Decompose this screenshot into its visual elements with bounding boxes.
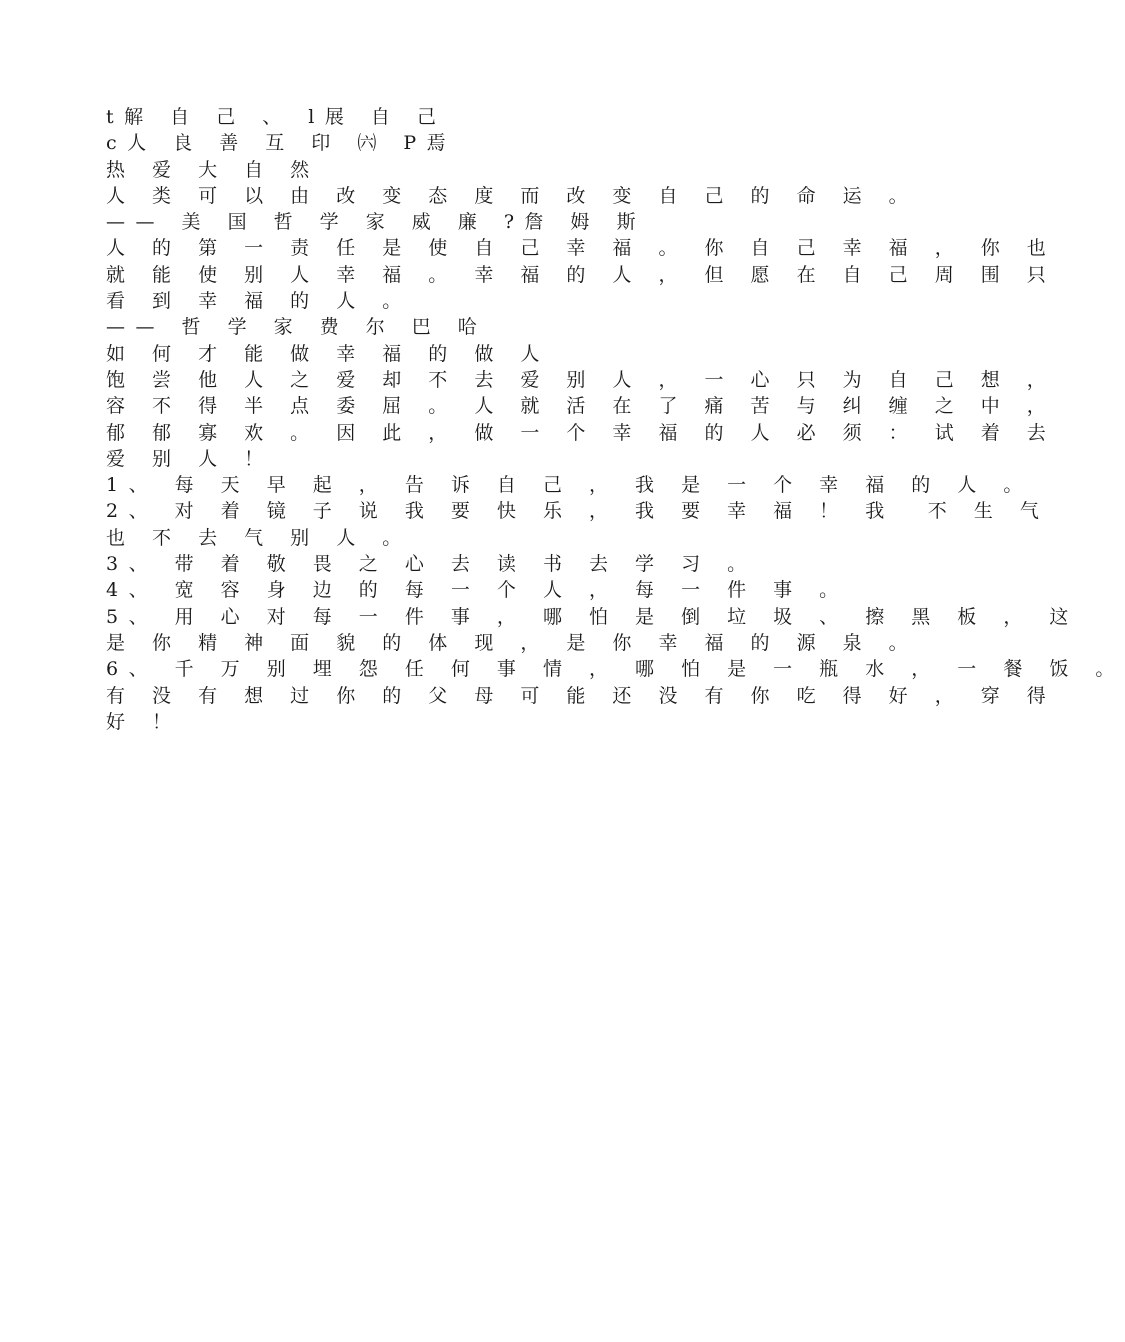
text-line-1: t解 自 己 、 l展 自 己 [106,106,447,128]
text-line-7: 就 能 使 别 人 幸 福 。 幸 福 的 人 ， 但 愿 在 自 己 周 围 只 [106,263,1057,286]
text-line-18: 3、 带 着 敬 畏 之 心 去 读 书 去 学 习 。 [106,553,757,576]
text-line-20: 5、 用 心 对 每 一 件 事 ， 哪 怕 是 倒 垃 圾 、 擦 黑 板 ， 这 [106,605,1079,628]
text-line-6: 人 的 第 一 责 任 是 使 自 己 幸 福 。 你 自 己 幸 福 ， 你 也 [106,237,1057,260]
text-line-21: 是 你 精 神 面 貌 的 体 现 ， 是 你 幸 福 的 源 泉 。 [106,631,919,654]
text-line-22: 6、 千 万 别 埋 怨 任 何 事 情 ， 哪 怕 是 一 瓶 水 ， 一 餐 饭 。 [106,658,1125,681]
text-line-10: 如 何 才 能 做 幸 福 的 做 人 [106,342,550,365]
text-line-2: c人 良 善 互 印 ㈥ P焉 [106,132,457,155]
text-line-17: 也 不 去 气 别 人 。 [106,526,412,549]
text-line-15: 1、 每 天 早 起 ， 告 诉 自 己 ， 我 是 一 个 幸 福 的 人 。 [106,474,1033,497]
text-line-13: 郁 郁 寡 欢 。 因 此 ， 做 一 个 幸 福 的 人 必 须 ： 试 着 去 [106,421,1057,444]
text-line-5: —— 美 国 哲 学 家 威 廉 ?詹 姆 斯 [106,211,647,234]
text-line-9: —— 哲 学 家 费 尔 巴 哈 [106,316,488,339]
text-line-8: 看 到 幸 福 的 人 。 [106,290,412,313]
document-body [106,104,1125,735]
text-line-12: 容 不 得 半 点 委 屈 。 人 就 活 在 了 痛 苦 与 纠 缠 之 中 ， [106,395,1057,418]
text-line-16: 2、 对 着 镜 子 说 我 要 快 乐 ， 我 要 幸 福 ！ 我 不 生 气 [106,500,1050,523]
text-line-24: 好 ！ [106,710,182,733]
text-line-23: 有 没 有 想 过 你 的 父 母 可 能 还 没 有 你 吃 得 好 ， 穿 得 [106,684,1057,707]
text-line-3: 热 爱 大 自 然 [106,158,320,181]
text-line-4: 人 类 可 以 由 改 变 态 度 而 改 变 自 己 的 命 运 。 [106,184,919,207]
text-line-11: 饱 尝 他 人 之 爱 却 不 去 爱 别 人 ， 一 心 只 为 自 己 想 ， [106,368,1057,391]
text-line-14: 爱 别 人 ！ [106,447,274,470]
text-line-19: 4、 宽 容 身 边 的 每 一 个 人 ， 每 一 件 事 。 [106,579,849,602]
